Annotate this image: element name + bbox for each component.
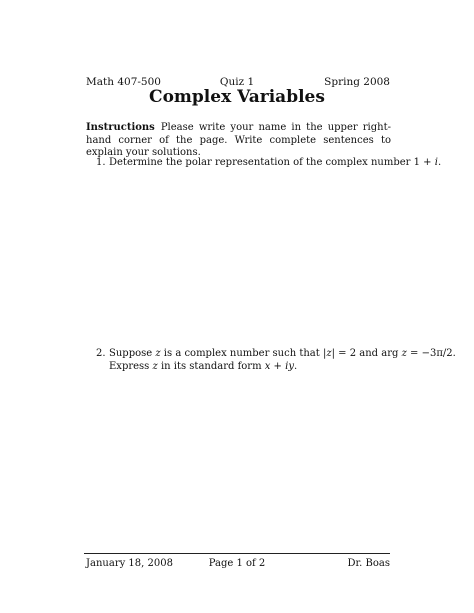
math-variable: z [152, 360, 158, 372]
instructions-text: Please write your name in the upper right-hand corner of the page. Write complete sentences to explain your solutions. [86, 122, 391, 158]
math-variable: z [401, 348, 407, 359]
question-2 [96, 348, 456, 373]
question-text [109, 348, 456, 373]
question-number: 1. [96, 157, 106, 168]
question-1 [96, 157, 442, 170]
instructions [86, 122, 391, 160]
question-line [109, 157, 442, 170]
text-fragment: + [270, 360, 286, 372]
footer-author: Dr. Boas [347, 558, 390, 569]
header-course: Math 407-500 [86, 76, 161, 88]
page-title: Complex Variables [149, 87, 325, 107]
instructions-heading: Instructions [86, 122, 155, 133]
header-quiz: Quiz 1 [219, 76, 255, 88]
footer-page: Page 1 of 2 [208, 558, 266, 569]
text-fragment: Determine the polar representation of the complex number 1 + [109, 157, 435, 168]
math-variable: z [155, 348, 161, 359]
math-variable: i [434, 157, 438, 168]
text-fragment: in its standard form [157, 360, 265, 372]
text-fragment: . [293, 360, 298, 372]
question-line [109, 348, 456, 361]
footer-rule [84, 553, 390, 554]
question-text [109, 157, 442, 170]
text-fragment: | = 2 and arg [331, 348, 402, 359]
text-fragment: = −3π/2. [406, 348, 456, 359]
text-fragment: Express [109, 360, 153, 372]
text-fragment: . [437, 157, 442, 168]
footer-date: January 18, 2008 [86, 558, 173, 569]
text-fragment: Suppose [109, 348, 156, 359]
math-variable: iy [285, 360, 294, 372]
question-line [109, 361, 396, 374]
math-variable: x [264, 360, 271, 372]
text-fragment: is a complex number such that | [160, 348, 327, 359]
question-number: 2. [96, 348, 106, 359]
math-variable: z [326, 348, 332, 359]
header-term: Spring 2008 [324, 76, 390, 88]
